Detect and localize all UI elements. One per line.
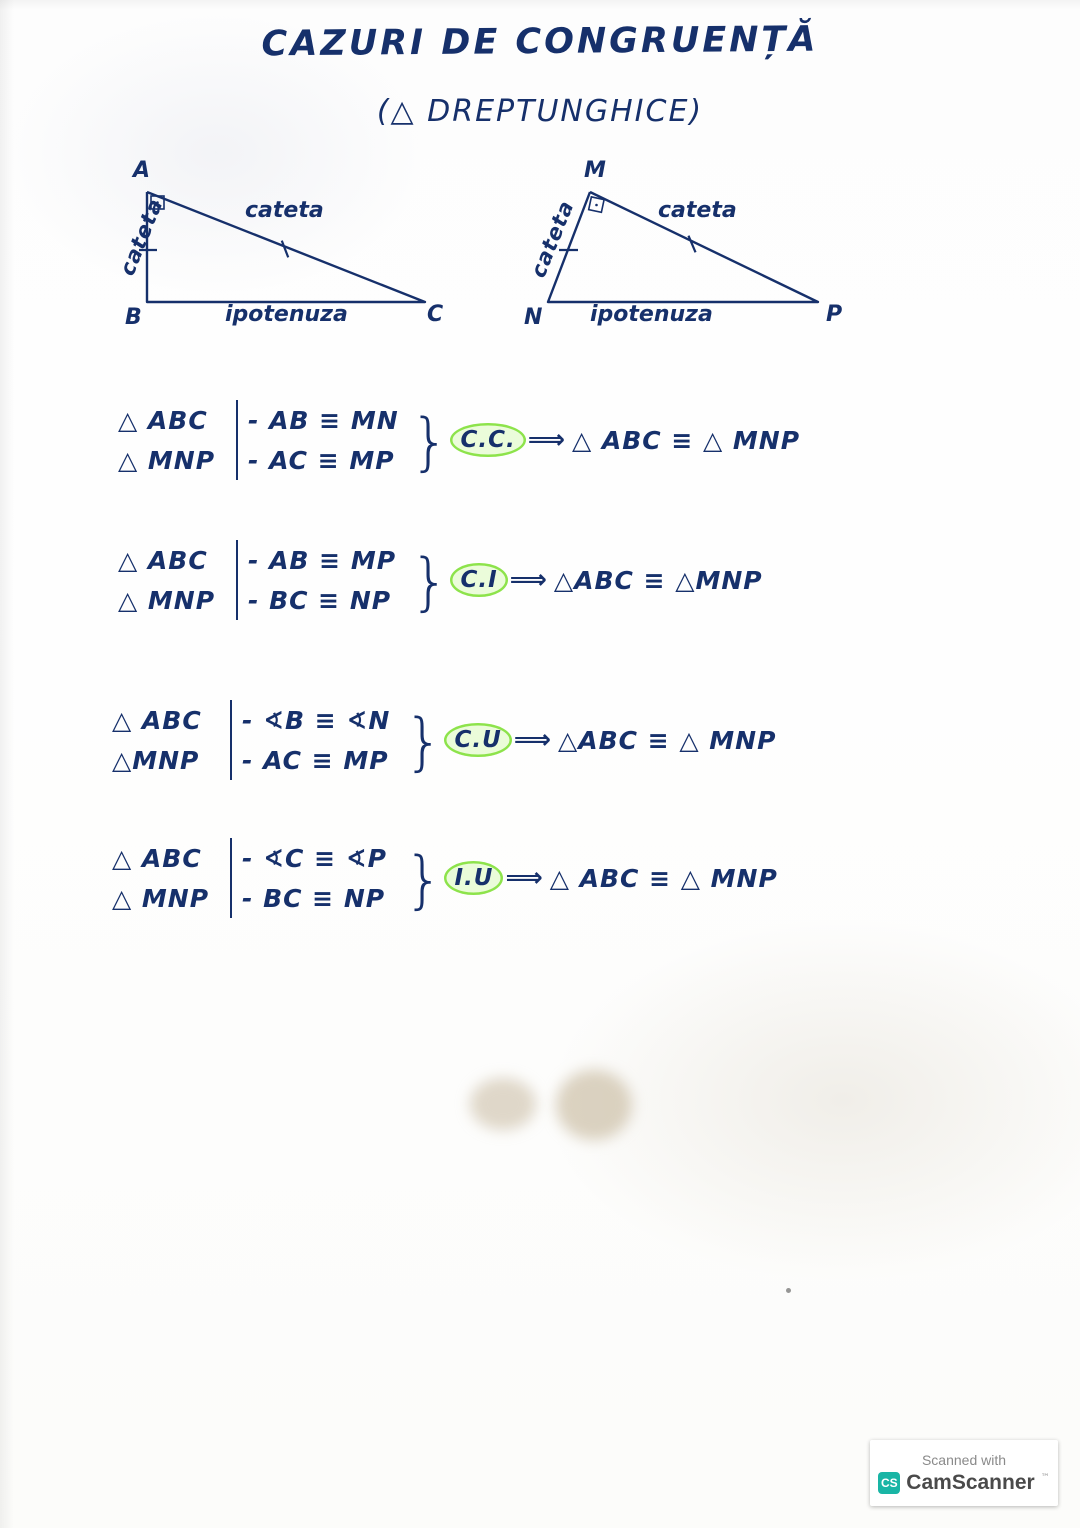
case2-triangle-1: △ ABC	[118, 545, 208, 575]
case2-tag: C.I	[450, 563, 507, 597]
vertex-label-C: C	[427, 302, 444, 327]
case2-conclusion: △ABC ≡ △MNP	[553, 565, 763, 595]
case1-conclusion: △ ABC ≡ △ MNP	[571, 425, 801, 455]
case3-triangle-2: △MNP	[112, 745, 200, 775]
case3-arrow: ⟹	[513, 725, 553, 755]
case4-brace: }	[404, 843, 445, 916]
camscanner-logo-icon: CS	[878, 1472, 900, 1494]
case1-condition-1: - AB ≡ MN	[248, 405, 399, 435]
case3-brace: }	[404, 705, 445, 778]
case3-condition-1: - ∢B ≡ ∢N	[242, 705, 391, 735]
watermark-app-name: CamScanner	[906, 1470, 1035, 1494]
camscanner-watermark	[870, 1440, 1058, 1506]
hypotenuse-label-right: ipotenuza	[590, 302, 713, 327]
case3-conclusion: △ABC ≡ △ MNP	[558, 725, 777, 755]
page-title: CAZURI DE CONGRUENȚĂ	[261, 19, 819, 65]
case2-brace: }	[410, 545, 451, 618]
paper-speck	[786, 1288, 791, 1293]
vertex-label-B: B	[125, 305, 142, 330]
case1-arrow: ⟹	[527, 425, 566, 455]
case4-condition-1: - ∢C ≡ ∢P	[242, 843, 387, 873]
vertex-label-A: A	[133, 158, 151, 183]
case1-triangle-2: △ MNP	[118, 445, 216, 475]
congruence-case-ci	[118, 540, 763, 620]
case3-condition-2: - AC ≡ MP	[242, 745, 389, 775]
case2-condition-2: - BC ≡ NP	[248, 585, 392, 615]
congruence-case-iu	[112, 838, 778, 918]
case4-arrow: ⟹	[505, 863, 544, 893]
case2-arrow: ⟹	[509, 565, 548, 595]
watermark-brand	[878, 1471, 1049, 1495]
case2-triangle-2: △ MNP	[118, 585, 216, 615]
case3-tag: C.U	[444, 723, 511, 757]
case4-conclusion: △ ABC ≡ △ MNP	[549, 863, 778, 893]
case3-divider	[230, 700, 232, 780]
leg-vertical-label-left: cateta	[115, 194, 168, 279]
case4-triangle-2: △ MNP	[112, 883, 210, 913]
leg-horizontal-label-left: cateta	[245, 198, 324, 223]
leg-horizontal-label-right: cateta	[658, 198, 737, 223]
vertex-label-N: N	[524, 305, 543, 330]
case4-condition-2: - BC ≡ NP	[242, 883, 386, 913]
paper-stain	[556, 1070, 632, 1140]
case2-condition-1: - AB ≡ MP	[248, 545, 397, 575]
hypotenuse-label-left: ipotenuza	[225, 302, 348, 327]
case1-triangle-1: △ ABC	[118, 405, 208, 435]
page-edge-shadow-top	[0, 0, 1080, 10]
page-subtitle: (△ DREPTUNGHICE)	[376, 94, 704, 129]
case1-brace: }	[410, 405, 451, 478]
case4-triangle-1: △ ABC	[112, 843, 202, 873]
watermark-trademark: ™	[1040, 1472, 1050, 1483]
vertex-label-P: P	[826, 302, 843, 327]
case1-tag: C.C.	[450, 423, 525, 457]
vertex-label-M: M	[584, 158, 606, 183]
figure-triangle-mnp	[500, 150, 900, 350]
case3-triangle-1: △ ABC	[112, 705, 202, 735]
leg-vertical-label-right: cateta	[526, 196, 579, 281]
congruence-case-cu	[112, 700, 776, 780]
watermark-top-text: Scanned with	[921, 1451, 1007, 1468]
figure-triangle-abc	[95, 150, 495, 350]
case1-divider	[236, 400, 238, 480]
paper-stain	[470, 1078, 536, 1130]
case4-tag: I.U	[444, 861, 503, 895]
case1-condition-2: - AC ≡ MP	[248, 445, 395, 475]
page-edge-shadow-left	[0, 0, 14, 1528]
case4-divider	[230, 838, 232, 918]
congruence-case-cc	[118, 400, 800, 480]
case2-divider	[236, 540, 238, 620]
